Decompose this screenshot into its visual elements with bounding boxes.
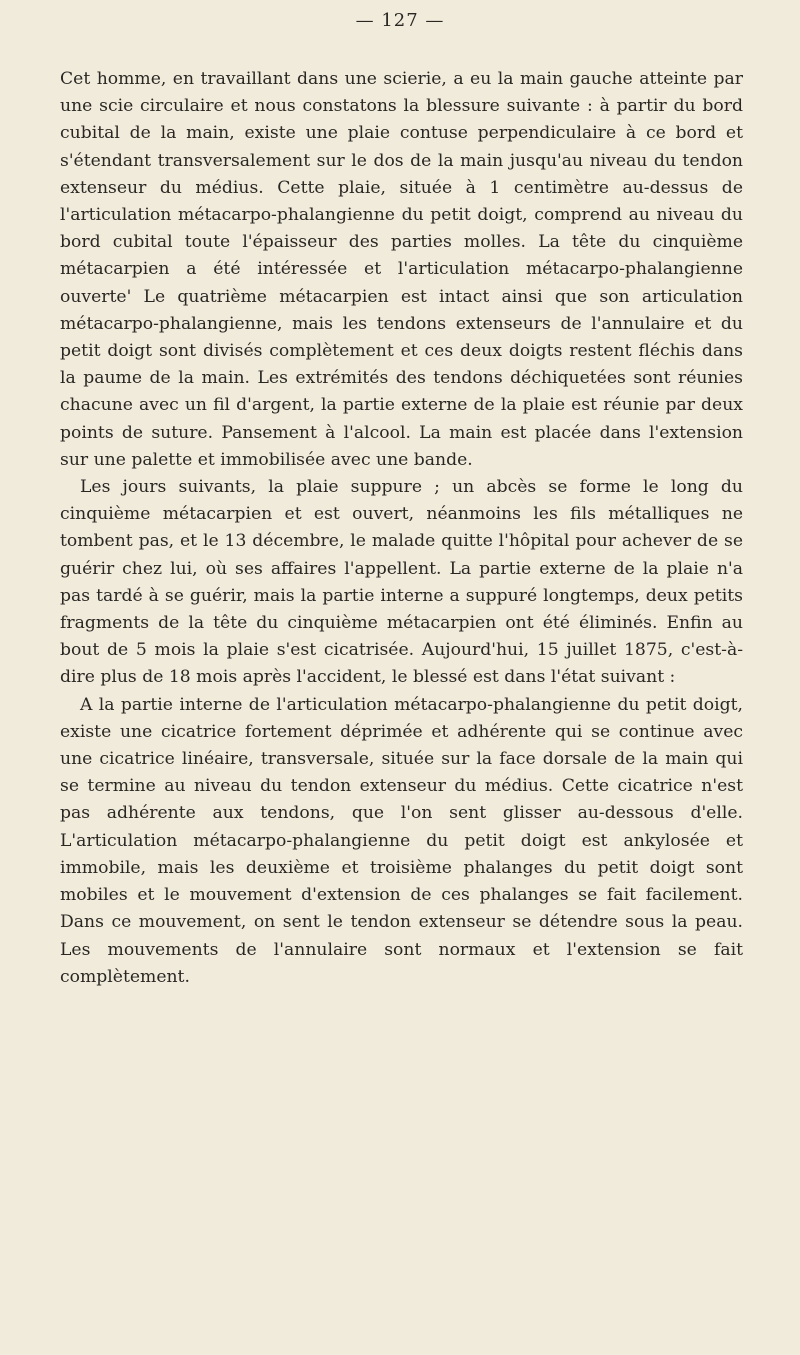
paragraph-3: A la partie interne de l'articulation métacarpo-phalangienne du petit doigt, existe une cicatrice fortement déprimée et adhérente qui se continue avec une cicatrice linéaire, transversale, située sur la face dorsale de la main qui se termine au niveau du tendon extenseur du médius. Cette cicatrice n'est pas adhérente aux tendons, que l'on sent glisser au-dessous d'elle. L'articulation métacarpo-phalangienne du petit doigt est ankylosée et immobile, mais les deuxième et troisième phalanges du petit doigt sont mobiles et le mouvement d'extension de ces phalanges se fait facilement. Dans ce mouvement, on sent le tendon extenseur se détendre sous la peau. Les mouvements de l'annulaire sont normaux et l'extension se fait complètement. xyxy=(60,694,743,987)
body-text xyxy=(60,66,743,991)
paragraph-1: Cet homme, en travaillant dans une scierie, a eu la main gauche atteinte par une scie circulaire et nous constatons la blessure suivante : à partir du bord cubital de la main, existe une plaie contuse perpendiculaire à ce bord et s'étendant transversalement sur le dos de la main jusqu'au niveau du tendon extenseur du médius. Cette plaie, située à 1 centimètre au-dessus de l'articulation métacarpo-phalangienne du petit doigt, comprend au niveau du bord cubital toute l'épaisseur des parties molles. La tête du cinquième métacarpien a été intéressée et l'articulation métacarpo-phalangienne ouverte' Le quatrième métacarpien est intact ainsi que son articulation métacarpo-phalangienne, mais les tendons extenseurs de l'annulaire et du petit doigt sont divisés complètement et ces deux doigts restent fléchis dans la paume de la main. Les extrémités des tendons déchiquetées sont réunies chacune avec un fil d'argent, la partie externe de la plaie est réunie par deux points de suture. Pansement à l'alcool. La main est placée dans l'extension sur une palette et immobilisée avec une bande. xyxy=(60,69,743,470)
page-number: — 127 — xyxy=(355,10,445,31)
paragraph-2: Les jours suivants, la plaie suppure ; un abcès se forme le long du cinquième métacarpien et est ouvert, néanmoins les fils métalliques ne tombent pas, et le 13 décembre, le malade quitte l'hôpital pour achever de se guérir chez lui, où ses affaires l'appellent. La partie externe de la plaie n'a pas tardé à se guérir, mais la partie interne a suppuré longtemps, deux petits fragments de la tête du cinquième métacarpien ont été éliminés. Enfin au bout de 5 mois la plaie s'est cicatrisée. Aujourd'hui, 15 juillet 1875, c'est-à-dire plus de 18 mois après l'accident, le blessé est dans l'état suivant : xyxy=(60,477,743,688)
